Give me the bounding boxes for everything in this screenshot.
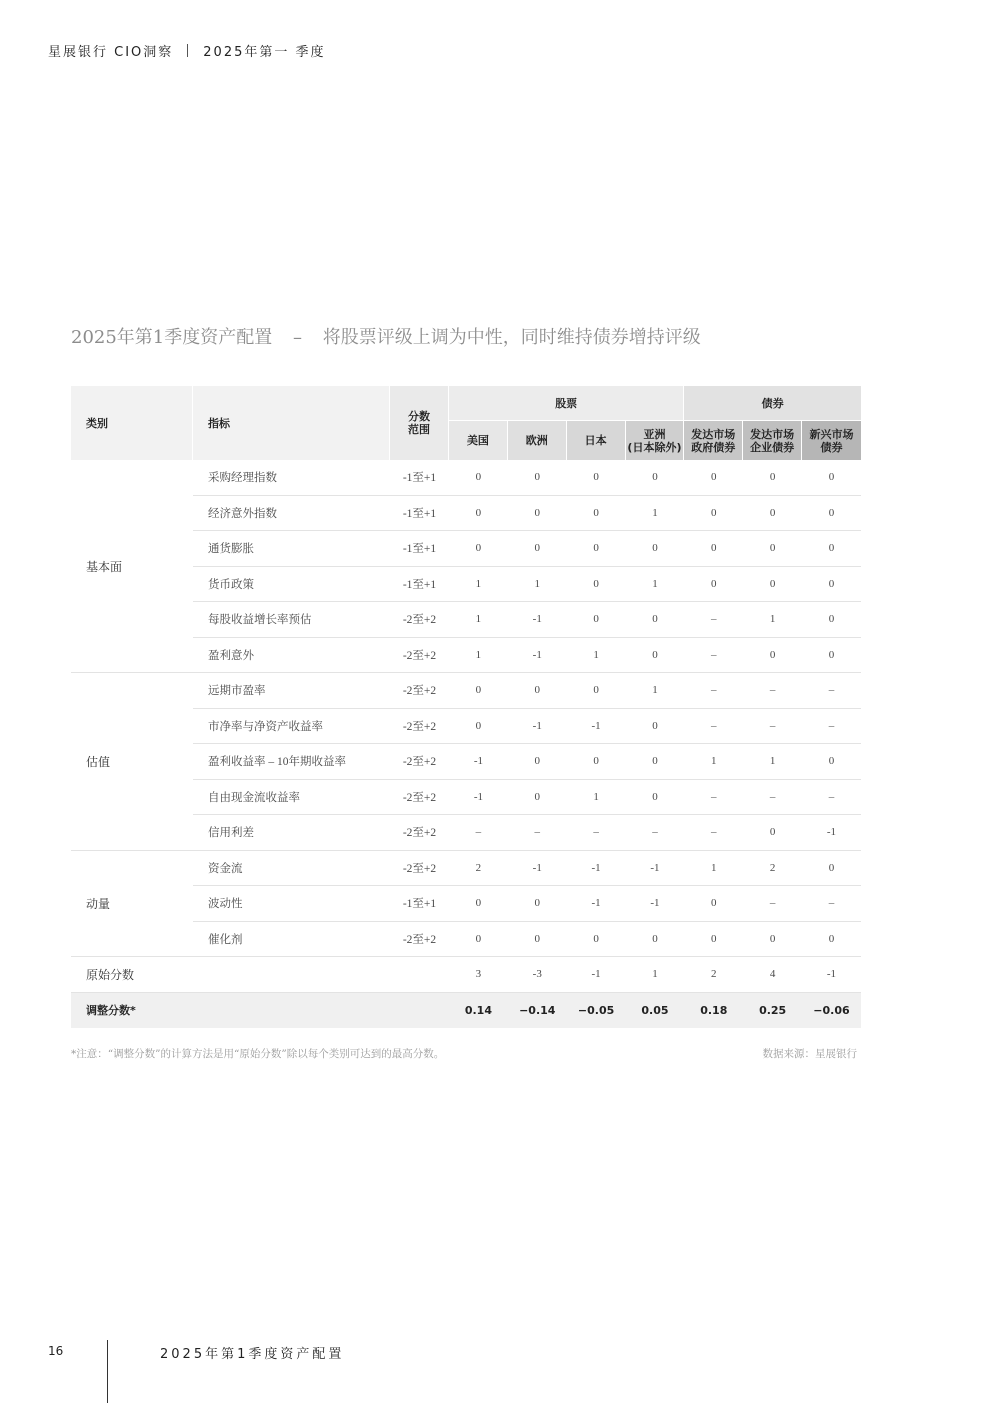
score-cell: -1 bbox=[626, 886, 685, 922]
score-range-cell: -2至+2 bbox=[390, 815, 449, 851]
score-cell: -1 bbox=[508, 638, 567, 674]
raw-score-cell: 3 bbox=[449, 957, 508, 993]
page-title: 2025年第1季度资产配置 – 将股票评级上调为中性，同时维持债券增持评级 bbox=[71, 327, 701, 348]
score-range-cell: -1至+1 bbox=[390, 567, 449, 603]
page-number: 16 bbox=[48, 1344, 64, 1358]
header-asset-europe: 欧洲 bbox=[508, 421, 567, 460]
score-cell: – bbox=[802, 673, 861, 709]
score-cell: 0 bbox=[743, 815, 802, 851]
score-cell: 0 bbox=[743, 922, 802, 958]
score-cell: 0 bbox=[449, 531, 508, 567]
score-cell: 0 bbox=[449, 886, 508, 922]
score-cell: 0 bbox=[626, 709, 685, 745]
header-asset-em-bonds: 新兴市场 债券 bbox=[802, 421, 861, 460]
header-asset-us: 美国 bbox=[449, 421, 508, 460]
score-cell: 0 bbox=[743, 638, 802, 674]
score-cell: -1 bbox=[508, 851, 567, 887]
adjusted-score-cell: 0.25 bbox=[743, 993, 802, 1029]
indicator-cell: 市净率与净资产收益率 bbox=[193, 709, 390, 745]
score-cell: 0 bbox=[626, 744, 685, 780]
score-cell: -1 bbox=[508, 709, 567, 745]
score-cell: -1 bbox=[567, 851, 626, 887]
score-cell: 1 bbox=[567, 638, 626, 674]
score-cell: -1 bbox=[449, 780, 508, 816]
indicator-cell: 催化剂 bbox=[193, 922, 390, 958]
score-cell: – bbox=[743, 673, 802, 709]
category-cell: 估值 bbox=[71, 673, 193, 851]
score-cell: – bbox=[802, 709, 861, 745]
adjusted-score-cell: 0.05 bbox=[626, 993, 685, 1029]
score-cell: – bbox=[743, 886, 802, 922]
score-cell: – bbox=[684, 709, 743, 745]
score-cell: 0 bbox=[626, 602, 685, 638]
indicator-cell: 通货膨胀 bbox=[193, 531, 390, 567]
empty-cell bbox=[390, 957, 449, 993]
header-asset-dm-govt-bonds: 发达市场 政府债券 bbox=[684, 421, 743, 460]
score-cell: 1 bbox=[626, 496, 685, 532]
score-cell: 0 bbox=[449, 673, 508, 709]
empty-cell bbox=[390, 993, 449, 1029]
score-cell: 1 bbox=[449, 602, 508, 638]
raw-score-cell: 1 bbox=[626, 957, 685, 993]
indicator-cell: 盈利意外 bbox=[193, 638, 390, 674]
score-cell: – bbox=[802, 780, 861, 816]
header-group-bonds: 债券 bbox=[684, 386, 861, 421]
score-cell: 1 bbox=[743, 602, 802, 638]
header-divider bbox=[187, 44, 188, 57]
score-cell: 0 bbox=[567, 673, 626, 709]
score-range-cell: -2至+2 bbox=[390, 709, 449, 745]
score-range-cell: -1至+1 bbox=[390, 496, 449, 532]
score-range-cell: -1至+1 bbox=[390, 460, 449, 496]
footnote: *注意：“调整分数”的计算方法是用“原始分数”除以每个类别可达到的最高分数。 bbox=[71, 1048, 445, 1060]
header-indicator: 指标 bbox=[193, 386, 390, 460]
score-cell: – bbox=[743, 780, 802, 816]
score-cell: 0 bbox=[743, 567, 802, 603]
adjusted-score-cell: 0.14 bbox=[449, 993, 508, 1029]
header-asset-asia-ex-japan: 亚洲 (日本除外) bbox=[626, 421, 685, 460]
score-cell: 0 bbox=[449, 496, 508, 532]
header-group-equities: 股票 bbox=[449, 386, 684, 421]
score-range-cell: -1至+1 bbox=[390, 886, 449, 922]
raw-score-cell: -1 bbox=[567, 957, 626, 993]
score-range-cell: -2至+2 bbox=[390, 673, 449, 709]
empty-cell bbox=[193, 957, 390, 993]
header-asset-dm-corp-bonds: 发达市场 企业债券 bbox=[743, 421, 802, 460]
empty-cell bbox=[193, 993, 390, 1029]
score-range-cell: -2至+2 bbox=[390, 851, 449, 887]
score-cell: 0 bbox=[567, 496, 626, 532]
adjusted-score-label: 调整分数* bbox=[71, 993, 193, 1029]
score-cell: 1 bbox=[743, 744, 802, 780]
indicator-cell: 每股收益增长率预估 bbox=[193, 602, 390, 638]
indicator-cell: 盈利收益率 – 10年期收益率 bbox=[193, 744, 390, 780]
adjusted-score-cell: −0.06 bbox=[802, 993, 861, 1029]
score-cell: – bbox=[743, 709, 802, 745]
score-cell: 1 bbox=[449, 567, 508, 603]
score-cell: 0 bbox=[684, 496, 743, 532]
score-cell: – bbox=[802, 886, 861, 922]
score-cell: 0 bbox=[449, 460, 508, 496]
score-cell: 0 bbox=[508, 780, 567, 816]
asset-allocation-score-table bbox=[71, 386, 861, 1028]
score-cell: 0 bbox=[684, 567, 743, 603]
score-cell: 0 bbox=[508, 744, 567, 780]
score-cell: 0 bbox=[743, 496, 802, 532]
score-cell: -1 bbox=[802, 815, 861, 851]
score-cell: 0 bbox=[567, 531, 626, 567]
score-range-cell: -2至+2 bbox=[390, 922, 449, 958]
score-cell: -1 bbox=[626, 851, 685, 887]
category-cell: 动量 bbox=[71, 851, 193, 958]
score-cell: 0 bbox=[743, 531, 802, 567]
score-cell: 1 bbox=[567, 780, 626, 816]
score-cell: 0 bbox=[802, 531, 861, 567]
score-cell: 0 bbox=[802, 567, 861, 603]
header-asset-japan: 日本 bbox=[567, 421, 626, 460]
score-range-cell: -2至+2 bbox=[390, 602, 449, 638]
score-cell: 0 bbox=[567, 744, 626, 780]
score-cell: 0 bbox=[802, 602, 861, 638]
score-cell: 0 bbox=[508, 460, 567, 496]
score-cell: 1 bbox=[626, 567, 685, 603]
header-brand: 星展银行 CIO洞察 bbox=[48, 44, 174, 60]
raw-score-cell: -1 bbox=[802, 957, 861, 993]
running-header bbox=[48, 42, 326, 58]
raw-score-cell: 2 bbox=[684, 957, 743, 993]
indicator-cell: 远期市盈率 bbox=[193, 673, 390, 709]
score-cell: 0 bbox=[802, 460, 861, 496]
header-period: 2025年第一 季度 bbox=[203, 44, 326, 60]
raw-score-label: 原始分数 bbox=[71, 957, 193, 993]
score-cell: 0 bbox=[567, 460, 626, 496]
score-cell: 0 bbox=[684, 886, 743, 922]
score-cell: 1 bbox=[508, 567, 567, 603]
score-range-cell: -2至+2 bbox=[390, 638, 449, 674]
score-cell: 0 bbox=[743, 460, 802, 496]
score-cell: 0 bbox=[567, 922, 626, 958]
score-cell: 1 bbox=[449, 638, 508, 674]
score-cell: 0 bbox=[508, 496, 567, 532]
indicator-cell: 货币政策 bbox=[193, 567, 390, 603]
header-category: 类别 bbox=[71, 386, 193, 460]
score-cell: 0 bbox=[802, 744, 861, 780]
score-cell: -1 bbox=[449, 744, 508, 780]
score-cell: -1 bbox=[508, 602, 567, 638]
score-cell: – bbox=[684, 602, 743, 638]
adjusted-score-cell: 0.18 bbox=[684, 993, 743, 1029]
indicator-cell: 资金流 bbox=[193, 851, 390, 887]
score-cell: – bbox=[684, 780, 743, 816]
score-range-cell: -2至+2 bbox=[390, 780, 449, 816]
score-cell: 0 bbox=[802, 496, 861, 532]
score-cell: -1 bbox=[567, 709, 626, 745]
score-cell: 0 bbox=[449, 709, 508, 745]
score-cell: 1 bbox=[684, 851, 743, 887]
score-cell: 0 bbox=[684, 460, 743, 496]
score-cell: 0 bbox=[626, 780, 685, 816]
score-cell: 0 bbox=[508, 886, 567, 922]
footer-divider bbox=[107, 1340, 108, 1403]
score-range-cell: -2至+2 bbox=[390, 744, 449, 780]
indicator-cell: 自由现金流收益率 bbox=[193, 780, 390, 816]
score-cell: 1 bbox=[626, 673, 685, 709]
indicator-cell: 信用利差 bbox=[193, 815, 390, 851]
indicator-cell: 采购经理指数 bbox=[193, 460, 390, 496]
header-score-range: 分数 范围 bbox=[390, 386, 449, 460]
score-cell: – bbox=[449, 815, 508, 851]
score-cell: 0 bbox=[508, 531, 567, 567]
score-cell: 2 bbox=[449, 851, 508, 887]
score-cell: 0 bbox=[684, 531, 743, 567]
score-cell: – bbox=[684, 638, 743, 674]
score-cell: 0 bbox=[626, 638, 685, 674]
score-cell: – bbox=[626, 815, 685, 851]
category-cell: 基本面 bbox=[71, 460, 193, 673]
adjusted-score-cell: −0.05 bbox=[567, 993, 626, 1029]
score-cell: 0 bbox=[626, 531, 685, 567]
score-cell: 0 bbox=[626, 460, 685, 496]
raw-score-cell: 4 bbox=[743, 957, 802, 993]
adjusted-score-cell: −0.14 bbox=[508, 993, 567, 1029]
score-cell: 0 bbox=[449, 922, 508, 958]
score-cell: – bbox=[684, 673, 743, 709]
score-cell: 0 bbox=[684, 922, 743, 958]
score-cell: – bbox=[508, 815, 567, 851]
score-cell: 1 bbox=[684, 744, 743, 780]
indicator-cell: 波动性 bbox=[193, 886, 390, 922]
footer-title: 2025年第1季度资产配置 bbox=[160, 1347, 345, 1362]
score-cell: -1 bbox=[567, 886, 626, 922]
score-cell: – bbox=[567, 815, 626, 851]
raw-score-cell: -3 bbox=[508, 957, 567, 993]
score-cell: 0 bbox=[802, 638, 861, 674]
score-cell: 0 bbox=[567, 602, 626, 638]
score-cell: 0 bbox=[508, 673, 567, 709]
score-cell: – bbox=[684, 815, 743, 851]
score-range-cell: -1至+1 bbox=[390, 531, 449, 567]
score-cell: 0 bbox=[508, 922, 567, 958]
score-cell: 0 bbox=[626, 922, 685, 958]
score-cell: 0 bbox=[567, 567, 626, 603]
score-cell: 0 bbox=[802, 922, 861, 958]
indicator-cell: 经济意外指数 bbox=[193, 496, 390, 532]
score-cell: 0 bbox=[802, 851, 861, 887]
score-cell: 2 bbox=[743, 851, 802, 887]
data-source: 数据来源：星展银行 bbox=[762, 1048, 857, 1060]
